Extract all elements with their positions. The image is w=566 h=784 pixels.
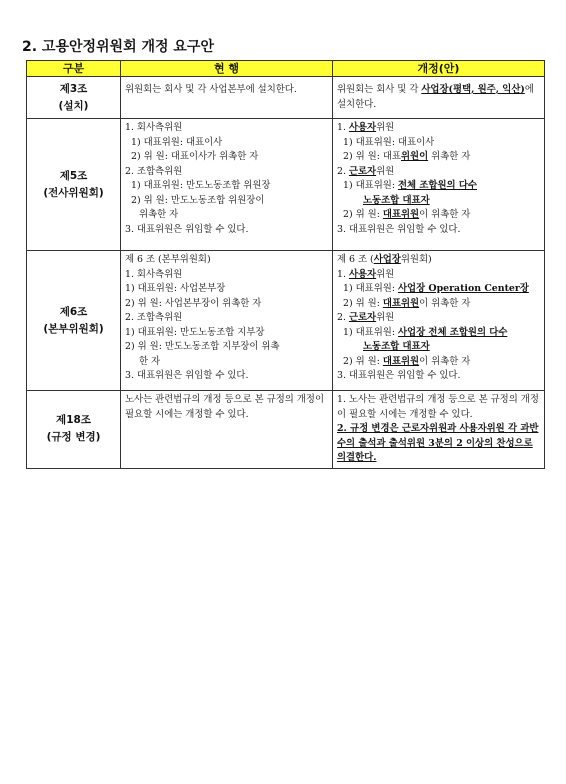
article-number: 제18조	[56, 414, 91, 427]
current-text: 노사는 관련법규의 개정 등으로 본 규정의 개정이 필요할 시에는 개정할 수 있다.	[121, 391, 333, 469]
row-label	[27, 391, 121, 469]
article-number: 제6조	[59, 305, 88, 318]
row-label	[27, 251, 121, 391]
table-row	[27, 119, 545, 251]
article-title: (설치)	[58, 99, 89, 112]
header-current: 현 행	[121, 61, 333, 77]
table-row	[27, 251, 545, 391]
amendment-text: 1. 사용자위원 1) 대표위원: 대표이사 2) 위 원: 대표위원이 위촉한 자 2. 근로자위원 1) 대표위원: 전체 조합원의 다수 노동조합 대표자 2) 위 원: 대표위원이 위촉한 자 3. 대표위원은 위임할 수 있다.	[333, 119, 545, 251]
page-title: 2. 고용안정위원회 개정 요구안	[22, 39, 214, 55]
article-number: 제5조	[59, 169, 88, 182]
row-label	[27, 119, 121, 251]
amendment-text: 제 6 조 (사업장위원회) 1. 사용자위원 1) 대표위원: 사업장 Operation Center장 2) 위 원: 대표위원이 위촉한 자 2. 근로자위원 1) 대표위원: 사업장 전체 조합원의 다수 노동조합 대표자 2) 위 원: 대표위원이 위촉한 자 3. 대표위원은 위임할 수 있다.	[333, 251, 545, 391]
current-text: 제 6 조 (본부위원회) 1. 회사측위원 1) 대표위원: 사업본부장 2) 위 원: 사업본부장이 위촉한 자 2. 조합측위원 1) 대표위원: 만도노동조합 지부장 2) 위 원: 만도노동조합 지부장이 위촉 한 자 3. 대표위원은 위임할 수 있다.	[121, 251, 333, 391]
amendment-text: 1. 노사는 관련법규의 개정 등으로 본 규정의 개정이 필요할 시에는 개정할 수 있다. 2. 규정 변경은 근로자위원과 사용자위원 각 과반수의 출석과 출석위원 3분의 2 이상의 찬성으로 의결한다.	[333, 391, 545, 469]
article-title: (본부위원회)	[43, 322, 104, 335]
current-text: 위원회는 회사 및 각 사업본부에 설치한다.	[121, 77, 333, 119]
article-title: (규정 변경)	[46, 431, 101, 444]
article-title: (전사위원회)	[43, 186, 104, 199]
header-amendment: 개정(안)	[333, 61, 545, 77]
table-row	[27, 391, 545, 469]
current-text: 1. 회사측위원 1) 대표위원: 대표이사 2) 위 원: 대표이사가 위촉한 자 2. 조합측위원 1) 대표위원: 만도노동조합 위원장 2) 위 원: 만도노동조합 위원장이 위촉한 자 3. 대표위원은 위임할 수 있다.	[121, 119, 333, 251]
row-label	[27, 77, 121, 119]
table-row	[27, 77, 545, 119]
header-category: 구분	[27, 61, 121, 77]
table-header-row	[27, 61, 545, 77]
amendment-table	[26, 60, 545, 469]
article-number: 제3조	[59, 82, 88, 95]
amendment-text: 위원회는 회사 및 각 사업장(평택, 원주, 익산)에 설치한다.	[333, 77, 545, 119]
